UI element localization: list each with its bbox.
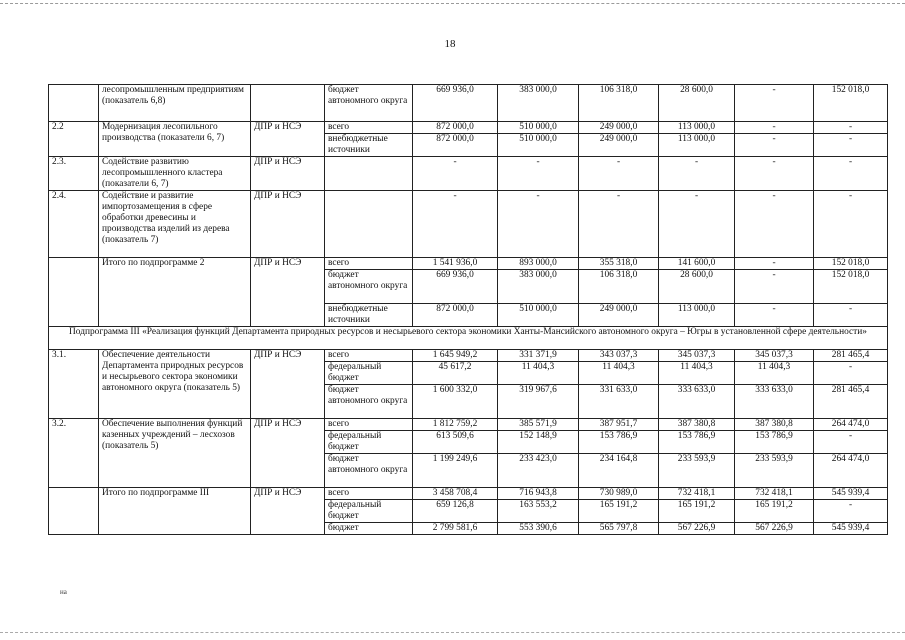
source: внебюджетные источники: [325, 304, 413, 327]
row-number: [49, 258, 99, 327]
executor: ДПР и НСЭ: [251, 258, 325, 327]
year-2019: 567 226,9: [735, 523, 814, 535]
total: 613 509,6: [413, 431, 498, 454]
year-2018: 113 000,0: [659, 122, 735, 134]
source: всего: [325, 419, 413, 431]
year-2019: -: [735, 191, 814, 258]
year-2019: 233 593,9: [735, 454, 814, 488]
year-2020: -: [814, 431, 888, 454]
year-2016: 152 148,9: [498, 431, 579, 454]
year-2019: -: [735, 157, 814, 191]
total: 1 600 332,0: [413, 385, 498, 419]
executor: ДПР и НСЭ: [251, 350, 325, 419]
source: [325, 157, 413, 191]
year-2016: 11 404,3: [498, 362, 579, 385]
year-2016: 383 000,0: [498, 85, 579, 122]
year-2016: 383 000,0: [498, 270, 579, 304]
year-2020: -: [814, 362, 888, 385]
year-2017: 565 797,8: [579, 523, 659, 535]
total: 872 000,0: [413, 122, 498, 134]
year-2016: 233 423,0: [498, 454, 579, 488]
year-2018: 333 633,0: [659, 385, 735, 419]
year-2020: 281 465,4: [814, 350, 888, 362]
activity-name: Модернизация лесопильного производства (показатели 6, 7): [99, 122, 251, 157]
year-2017: 331 633,0: [579, 385, 659, 419]
total: 1 199 249,6: [413, 454, 498, 488]
year-2017: 249 000,0: [579, 134, 659, 157]
activity-name: Итого по подпрограмме III: [99, 488, 251, 535]
year-2018: 141 600,0: [659, 258, 735, 270]
source: всего: [325, 488, 413, 500]
year-2020: -: [814, 191, 888, 258]
year-2016: 893 000,0: [498, 258, 579, 270]
year-2019: 333 633,0: [735, 385, 814, 419]
year-2017: 106 318,0: [579, 270, 659, 304]
total: 1 541 936,0: [413, 258, 498, 270]
year-2020: 545 939,4: [814, 488, 888, 500]
year-2016: 553 390,6: [498, 523, 579, 535]
year-2018: -: [659, 157, 735, 191]
year-2016: 510 000,0: [498, 122, 579, 134]
year-2020: 545 939,4: [814, 523, 888, 535]
year-2020: -: [814, 157, 888, 191]
table-row: [49, 85, 888, 122]
row-number: 2.2: [49, 122, 99, 157]
total: 669 936,0: [413, 85, 498, 122]
activity-name: Содействие и развитие импортозамещения в сфере обработки древесины и производства изделий из дерева (показатель 7): [99, 191, 251, 258]
year-2018: -: [659, 191, 735, 258]
year-2019: -: [735, 304, 814, 327]
year-2018: 165 191,2: [659, 500, 735, 523]
row-number: 2.3.: [49, 157, 99, 191]
year-2019: 387 380,8: [735, 419, 814, 431]
source: бюджет автономного округа: [325, 385, 413, 419]
year-2017: 730 989,0: [579, 488, 659, 500]
total: 3 458 708,4: [413, 488, 498, 500]
year-2018: 387 380,8: [659, 419, 735, 431]
year-2016: 163 553,2: [498, 500, 579, 523]
year-2018: 732 418,1: [659, 488, 735, 500]
activity-name: Содействие развитию лесопромышленного кластера (показатели 6, 7): [99, 157, 251, 191]
year-2017: 106 318,0: [579, 85, 659, 122]
year-2018: 345 037,3: [659, 350, 735, 362]
source: бюджет: [325, 523, 413, 535]
year-2018: 11 404,3: [659, 362, 735, 385]
year-2016: 510 000,0: [498, 134, 579, 157]
total: 872 000,0: [413, 134, 498, 157]
table-row: [49, 258, 888, 270]
table-row: [49, 488, 888, 500]
year-2020: -: [814, 500, 888, 523]
year-2019: 165 191,2: [735, 500, 814, 523]
year-2019: -: [735, 134, 814, 157]
budget-table: [48, 84, 888, 535]
year-2017: 343 037,3: [579, 350, 659, 362]
year-2019: 11 404,3: [735, 362, 814, 385]
year-2016: 385 571,9: [498, 419, 579, 431]
year-2017: 249 000,0: [579, 122, 659, 134]
year-2020: 152 018,0: [814, 85, 888, 122]
year-2020: 264 474,0: [814, 454, 888, 488]
executor: ДПР и НСЭ: [251, 488, 325, 535]
source: бюджет автономного округа: [325, 454, 413, 488]
year-2018: 567 226,9: [659, 523, 735, 535]
year-2017: 249 000,0: [579, 304, 659, 327]
year-2017: 11 404,3: [579, 362, 659, 385]
row-number: 3.1.: [49, 350, 99, 419]
source: бюджет автономного округа: [325, 85, 413, 122]
year-2018: 233 593,9: [659, 454, 735, 488]
year-2017: 234 164,8: [579, 454, 659, 488]
activity-name: Итого по подпрограмме 2: [99, 258, 251, 327]
total: 872 000,0: [413, 304, 498, 327]
source: всего: [325, 258, 413, 270]
total: 45 617,2: [413, 362, 498, 385]
executor: ДПР и НСЭ: [251, 157, 325, 191]
year-2017: 165 191,2: [579, 500, 659, 523]
year-2020: 281 465,4: [814, 385, 888, 419]
executor: ДПР и НСЭ: [251, 191, 325, 258]
year-2020: -: [814, 134, 888, 157]
table-row: [49, 122, 888, 134]
year-2018: 113 000,0: [659, 304, 735, 327]
year-2017: 387 951,7: [579, 419, 659, 431]
row-number: [49, 488, 99, 535]
row-number: 3.2.: [49, 419, 99, 488]
executor: [251, 85, 325, 122]
source: [325, 191, 413, 258]
total: 659 126,8: [413, 500, 498, 523]
table-row: [49, 157, 888, 191]
executor: ДПР и НСЭ: [251, 122, 325, 157]
total: 669 936,0: [413, 270, 498, 304]
top-scan-edge: [0, 3, 905, 4]
executor: ДПР и НСЭ: [251, 419, 325, 488]
source: всего: [325, 350, 413, 362]
activity-name: Обеспечение деятельности Департамента природных ресурсов и несырьевого сектора экономики автономного округа (показатель 5): [99, 350, 251, 419]
year-2018: 153 786,9: [659, 431, 735, 454]
source: федеральный бюджет: [325, 500, 413, 523]
source: федеральный бюджет: [325, 431, 413, 454]
activity-name: лесопромышленным предприятиям (показатель 6,8): [99, 85, 251, 122]
year-2017: 153 786,9: [579, 431, 659, 454]
total: 2 799 581,6: [413, 523, 498, 535]
page-number: 18: [444, 38, 456, 50]
year-2016: -: [498, 191, 579, 258]
row-number: 2.4.: [49, 191, 99, 258]
total: -: [413, 191, 498, 258]
table-row: [49, 191, 888, 258]
year-2017: 355 318,0: [579, 258, 659, 270]
footer-mark: на: [60, 588, 67, 596]
year-2019: -: [735, 122, 814, 134]
bottom-scan-edge: [0, 632, 905, 633]
activity-name: Обеспечение выполнения функций казенных учреждений – лесхозов (показатель 5): [99, 419, 251, 488]
year-2018: 28 600,0: [659, 85, 735, 122]
year-2019: 345 037,3: [735, 350, 814, 362]
year-2017: -: [579, 191, 659, 258]
source: всего: [325, 122, 413, 134]
year-2019: 732 418,1: [735, 488, 814, 500]
subprogram-heading: Подпрограмма III «Реализация функций Департамента природных ресурсов и несырьевого сектора экономики Ханты-Мансийского автономного округа – Югры в установленной сфере деятельности»: [49, 327, 888, 350]
total: -: [413, 157, 498, 191]
year-2020: 264 474,0: [814, 419, 888, 431]
year-2020: -: [814, 122, 888, 134]
year-2020: -: [814, 304, 888, 327]
year-2018: 28 600,0: [659, 270, 735, 304]
source: федеральный бюджет: [325, 362, 413, 385]
year-2019: -: [735, 258, 814, 270]
year-2016: 716 943,8: [498, 488, 579, 500]
subprogram-heading-row: [49, 327, 888, 350]
year-2019: -: [735, 85, 814, 122]
source: внебюджетные источники: [325, 134, 413, 157]
year-2016: 331 371,9: [498, 350, 579, 362]
year-2019: 153 786,9: [735, 431, 814, 454]
year-2020: 152 018,0: [814, 270, 888, 304]
year-2018: 113 000,0: [659, 134, 735, 157]
year-2016: 510 000,0: [498, 304, 579, 327]
year-2016: -: [498, 157, 579, 191]
total: 1 812 759,2: [413, 419, 498, 431]
year-2020: 152 018,0: [814, 258, 888, 270]
year-2016: 319 967,6: [498, 385, 579, 419]
year-2019: -: [735, 270, 814, 304]
row-number: [49, 85, 99, 122]
total: 1 645 949,2: [413, 350, 498, 362]
year-2017: -: [579, 157, 659, 191]
source: бюджет автономного округа: [325, 270, 413, 304]
table-row: [49, 350, 888, 362]
table-row: [49, 419, 888, 431]
